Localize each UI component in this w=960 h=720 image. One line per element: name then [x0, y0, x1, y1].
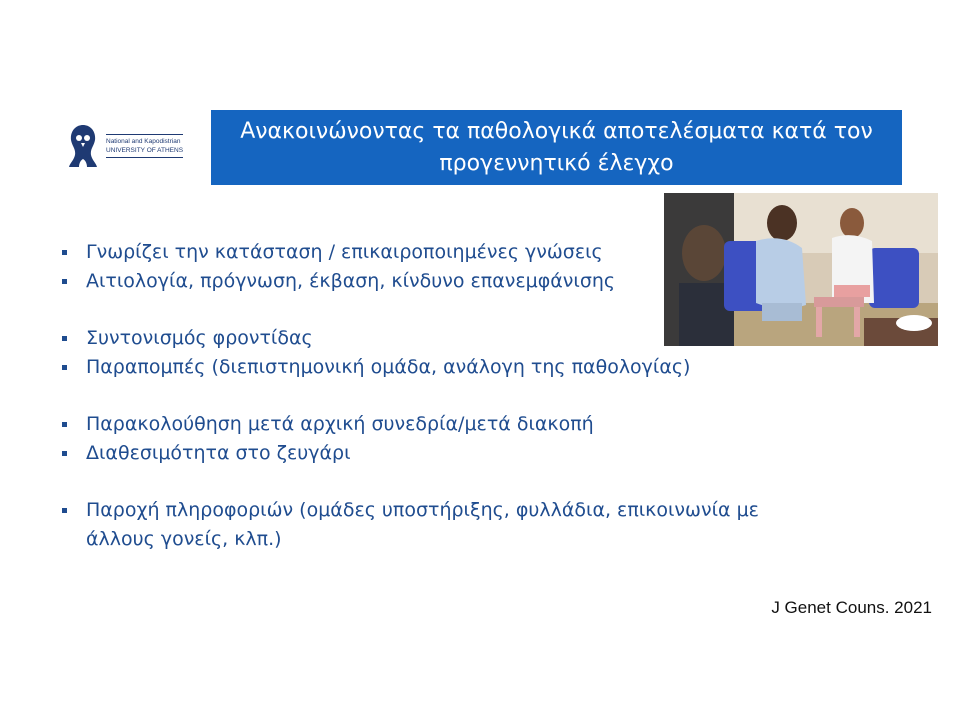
- bullet-item: [60, 267, 820, 296]
- bullet-item: [60, 238, 820, 267]
- bullet-square-icon: [62, 508, 67, 513]
- bullet-item: [60, 496, 820, 554]
- bullet-text: Παραπομπές (διεπιστημονική ομάδα, ανάλογη της παθολογίας): [86, 356, 691, 378]
- bullet-square-icon: [62, 365, 67, 370]
- university-logo: [66, 120, 186, 172]
- bullet-square-icon: [62, 336, 67, 341]
- bullet-text: Συντονισμός φροντίδας: [86, 327, 313, 349]
- bullet-square-icon: [62, 250, 67, 255]
- logo-line-1: National and Kapodistrian: [106, 138, 181, 145]
- bullet-square-icon: [62, 451, 67, 456]
- bullet-text: Παροχή πληροφοριών (ομάδες υποστήριξης, φυλλάδια, επικοινωνία με άλλους γονείς, κλπ.): [86, 499, 759, 550]
- bullet-text: Παρακολούθηση μετά αρχική συνεδρία/μετά διακοπή: [86, 413, 594, 435]
- logo-wordmark: [106, 134, 183, 158]
- bullet-square-icon: [62, 279, 67, 284]
- citation: J Genet Couns. 2021: [771, 598, 932, 617]
- bullet-item: [60, 353, 820, 382]
- bullet-text: Διαθεσιμότητα στο ζευγάρι: [86, 442, 351, 464]
- logo-line-2: UNIVERSITY OF ATHENS: [106, 147, 184, 154]
- title-banner: [211, 110, 902, 185]
- bullet-item: [60, 324, 820, 353]
- bullet-text: Γνωρίζει την κατάσταση / επικαιροποιημένες γνώσεις: [86, 241, 603, 263]
- bullet-square-icon: [62, 422, 67, 427]
- slide-title: Ανακοινώνοντας τα παθολογικά αποτελέσματα κατά τον προγεννητικό έλεγχο: [240, 118, 873, 176]
- bullet-item: [60, 439, 820, 468]
- bullet-text: Αιτιολογία, πρόγνωση, έκβαση, κίνδυνο επανεμφάνισης: [86, 270, 616, 292]
- bullet-list: [60, 238, 820, 554]
- bullet-item: [60, 410, 820, 439]
- athena-owl-emblem-icon: [66, 123, 100, 169]
